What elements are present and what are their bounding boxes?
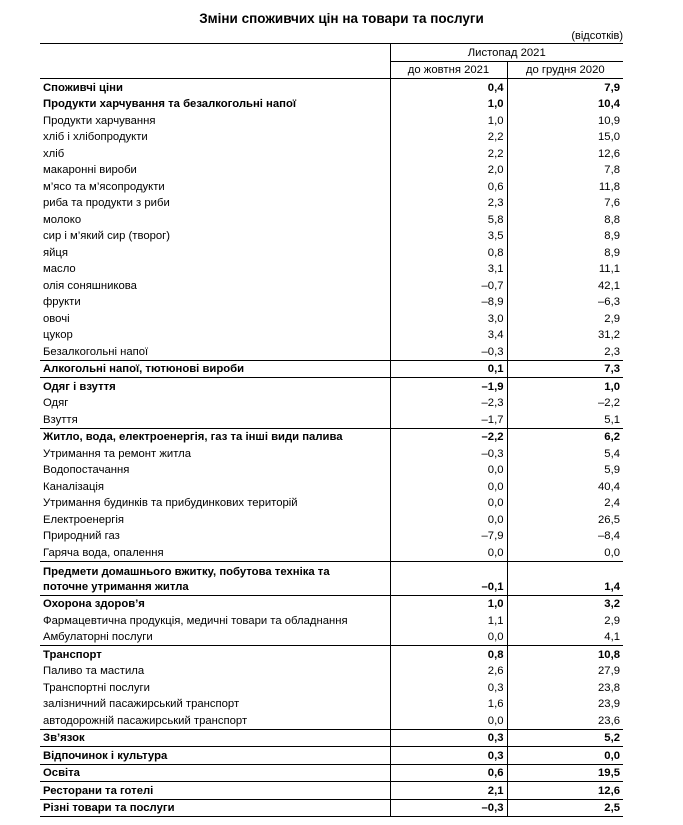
row-label: риба та продукти з риби <box>40 195 390 212</box>
table-row <box>40 360 623 378</box>
row-value-year: –8,4 <box>598 530 620 542</box>
row-label: Гаряча вода, опалення <box>40 544 390 561</box>
row-label: Охорона здоров’я <box>40 595 390 612</box>
row-value-year: 10,4 <box>598 98 620 110</box>
row-label: цукор <box>40 327 390 344</box>
table-row <box>40 799 623 817</box>
row-label: хліб і хлібопродукти <box>40 129 390 146</box>
row-label: Фармацевтична продукція, медичні товари та обладнання <box>40 612 390 629</box>
row-value-year: 12,6 <box>598 147 620 160</box>
row-value-month: –0,1 <box>390 561 507 595</box>
row-value-year: 2,9 <box>604 312 620 325</box>
table-row <box>40 612 623 629</box>
table-row <box>40 646 623 663</box>
table-row <box>40 528 623 545</box>
row-value-month: 3,4 <box>390 327 507 344</box>
row-value-month: 0,8 <box>390 646 507 663</box>
row-value-year: 8,9 <box>604 246 620 259</box>
row-value-month: 0,6 <box>390 178 507 195</box>
row-value-year: 8,9 <box>604 230 620 242</box>
row-value-month: 3,0 <box>390 310 507 327</box>
row-value-month: 1,1 <box>390 612 507 629</box>
row-value-month: 2,1 <box>390 782 507 800</box>
row-value-month: –1,9 <box>390 378 507 395</box>
row-value-month: 0,0 <box>390 629 507 646</box>
row-label: Ресторани та готелі <box>40 782 390 800</box>
row-label: Одяг і взуття <box>40 378 390 395</box>
row-value-month: 2,2 <box>390 129 507 146</box>
header-row-period <box>40 44 623 62</box>
row-value-month: 0,1 <box>390 360 507 378</box>
table-row <box>40 747 623 765</box>
row-label: овочі <box>40 310 390 327</box>
table-row <box>40 478 623 495</box>
table-row <box>40 310 623 327</box>
table-row <box>40 178 623 195</box>
row-label: Природний газ <box>40 528 390 545</box>
row-value-year: 5,4 <box>604 447 620 460</box>
row-label: Освіта <box>40 764 390 782</box>
row-value-year: 4,1 <box>604 631 620 643</box>
row-label: Каналізація <box>40 478 390 495</box>
table-row <box>40 696 623 713</box>
row-value-year: 12,6 <box>507 782 623 800</box>
row-value-year: 19,5 <box>507 764 623 782</box>
table-row <box>40 261 623 278</box>
table-row <box>40 294 623 311</box>
header-blank <box>40 44 390 79</box>
row-value-month: 2,2 <box>390 145 507 162</box>
row-value-year: 0,0 <box>604 546 620 559</box>
table-row <box>40 511 623 528</box>
row-label: молоко <box>40 211 390 228</box>
row-label: Житло, вода, електроенергія, газ та інші види палива <box>40 428 390 445</box>
row-label: Утримання будинків та прибудинкових територій <box>40 495 390 512</box>
row-value-year: 23,9 <box>598 698 620 710</box>
row-label: Амбулаторні послуги <box>40 629 390 646</box>
row-label: масло <box>40 261 390 278</box>
table-row <box>40 729 623 747</box>
row-label: Відпочинок і культура <box>40 747 390 765</box>
row-value-year: 7,8 <box>604 164 620 176</box>
row-value-year: 15,0 <box>598 131 620 143</box>
table-row <box>40 782 623 800</box>
row-label: залізничний пасажирський транспорт <box>40 696 390 713</box>
row-value-month: 0,0 <box>390 462 507 479</box>
row-value-year: 11,8 <box>598 180 620 193</box>
row-value-month: 0,3 <box>390 747 507 765</box>
row-value-month: 1,6 <box>390 696 507 713</box>
table-row <box>40 595 623 612</box>
row-label-line1: Предмети домашнього вжитку, побутова техніка та <box>43 565 330 578</box>
row-label: Алкогольні напої, тютюнові вироби <box>40 360 390 378</box>
row-value-month: 1,0 <box>390 96 507 113</box>
row-label: Електроенергія <box>40 511 390 528</box>
row-value-month: 0,0 <box>390 511 507 528</box>
row-value-month: 0,6 <box>390 764 507 782</box>
table-row <box>40 211 623 228</box>
row-value-month: –0,3 <box>390 445 507 462</box>
row-value-month: –0,3 <box>390 799 507 817</box>
row-value-month: 3,1 <box>390 261 507 278</box>
table-row <box>40 378 623 395</box>
table-row <box>40 462 623 479</box>
table-row <box>40 663 623 680</box>
row-label: Споживчі ціни <box>40 79 390 96</box>
row-value-year: 0,0 <box>507 747 623 765</box>
row-label: автодорожній пасажирський транспорт <box>40 712 390 729</box>
row-label: Різні товари та послуги <box>40 799 390 817</box>
row-value-month: –0,7 <box>390 277 507 294</box>
row-value-month: 0,4 <box>390 79 507 96</box>
row-value-month: –2,3 <box>390 395 507 412</box>
row-value-month: 0,0 <box>390 478 507 495</box>
row-value-year: 6,2 <box>507 428 623 445</box>
row-label: Паливо та мастила <box>40 663 390 680</box>
row-label: макаронні вироби <box>40 162 390 179</box>
row-value-year: 2,9 <box>604 614 620 627</box>
row-value-month: –7,9 <box>390 528 507 545</box>
row-value-year: 10,8 <box>507 646 623 663</box>
row-value-year: 42,1 <box>598 279 620 292</box>
table-row <box>40 764 623 782</box>
price-index-table <box>40 43 623 817</box>
row-value-month: 2,0 <box>390 162 507 179</box>
row-label: хліб <box>40 145 390 162</box>
row-label: Транспортні послуги <box>40 679 390 696</box>
row-label <box>40 561 390 595</box>
row-label: Взуття <box>40 411 390 428</box>
table-row <box>40 411 623 428</box>
row-value-month: 0,0 <box>390 712 507 729</box>
table-row <box>40 428 623 445</box>
table-row <box>40 343 623 360</box>
unit-note: (відсотків) <box>571 30 623 42</box>
table-row <box>40 195 623 212</box>
row-value-year: 2,3 <box>604 345 620 358</box>
row-value-month: 0,0 <box>390 544 507 561</box>
row-value-month: –2,2 <box>390 428 507 445</box>
table-row <box>40 244 623 261</box>
row-value-year: 11,1 <box>598 263 620 275</box>
row-value-month: 0,0 <box>390 495 507 512</box>
table-row <box>40 712 623 729</box>
row-value-year: 7,3 <box>507 360 623 378</box>
table-row <box>40 629 623 646</box>
row-value-month: 0,3 <box>390 729 507 747</box>
row-value-year: 31,2 <box>598 329 620 341</box>
row-value-month: 3,5 <box>390 228 507 245</box>
row-value-month: –1,7 <box>390 411 507 428</box>
table-title: Зміни споживчих цін на товари та послуги <box>199 11 484 26</box>
row-value-year: 7,9 <box>604 81 620 94</box>
row-value-year: 5,9 <box>604 464 620 476</box>
row-label: Транспорт <box>40 646 390 663</box>
table-row <box>40 679 623 696</box>
row-label: олія соняшникова <box>40 277 390 294</box>
row-label: Продукти харчування та безалкогольні напої <box>40 96 390 113</box>
table-row <box>40 228 623 245</box>
row-value-month: –8,9 <box>390 294 507 311</box>
row-value-month: 0,3 <box>390 679 507 696</box>
row-value-year: 26,5 <box>598 513 620 526</box>
row-value-year: 10,9 <box>598 114 620 127</box>
row-value-year: 2,5 <box>507 799 623 817</box>
row-value-month: 5,8 <box>390 211 507 228</box>
row-label: сир і м’який сир (творог) <box>40 228 390 245</box>
row-value-year: 23,6 <box>598 714 620 727</box>
table-row <box>40 112 623 129</box>
row-value-month: 1,0 <box>390 112 507 129</box>
row-label: Безалкогольні напої <box>40 343 390 360</box>
row-label: Зв’язок <box>40 729 390 747</box>
row-label: фрукти <box>40 294 390 311</box>
row-label: Утримання та ремонт житла <box>40 445 390 462</box>
table-row <box>40 561 623 595</box>
table-row <box>40 277 623 294</box>
row-value-year: –2,2 <box>598 397 620 409</box>
header-period: Листопад 2021 <box>390 44 623 62</box>
row-label: Водопостачання <box>40 462 390 479</box>
header-col-month: до жовтня 2021 <box>390 61 507 79</box>
row-value-year: 7,6 <box>604 197 620 209</box>
table-row <box>40 544 623 561</box>
row-value-month: 2,3 <box>390 195 507 212</box>
table-row <box>40 445 623 462</box>
row-label: м’ясо та м’ясопродукти <box>40 178 390 195</box>
header-col-year: до грудня 2020 <box>507 61 623 79</box>
row-value-year: 1,4 <box>507 561 623 595</box>
row-label: Одяг <box>40 395 390 412</box>
row-value-year: 3,2 <box>507 595 623 612</box>
row-label-line2: поточне утримання житла <box>43 580 189 593</box>
table-row <box>40 495 623 512</box>
row-label: Продукти харчування <box>40 112 390 129</box>
table-row <box>40 129 623 146</box>
row-value-year: 2,4 <box>604 497 620 509</box>
row-label: яйця <box>40 244 390 261</box>
row-value-month: 2,6 <box>390 663 507 680</box>
row-value-year: 23,8 <box>598 681 620 694</box>
row-value-year: 8,8 <box>604 213 620 226</box>
row-value-year: 5,2 <box>507 729 623 747</box>
table-row <box>40 327 623 344</box>
row-value-year: 40,4 <box>598 480 620 493</box>
row-value-year: 1,0 <box>507 378 623 395</box>
row-value-year: 5,1 <box>604 413 620 426</box>
row-value-month: 0,8 <box>390 244 507 261</box>
table-row <box>40 162 623 179</box>
table-row <box>40 395 623 412</box>
row-value-month: 1,0 <box>390 595 507 612</box>
table-row <box>40 79 623 96</box>
row-value-year: –6,3 <box>598 296 620 308</box>
table-row <box>40 145 623 162</box>
row-value-year: 27,9 <box>598 665 620 677</box>
row-value-month: –0,3 <box>390 343 507 360</box>
table-row <box>40 96 623 113</box>
